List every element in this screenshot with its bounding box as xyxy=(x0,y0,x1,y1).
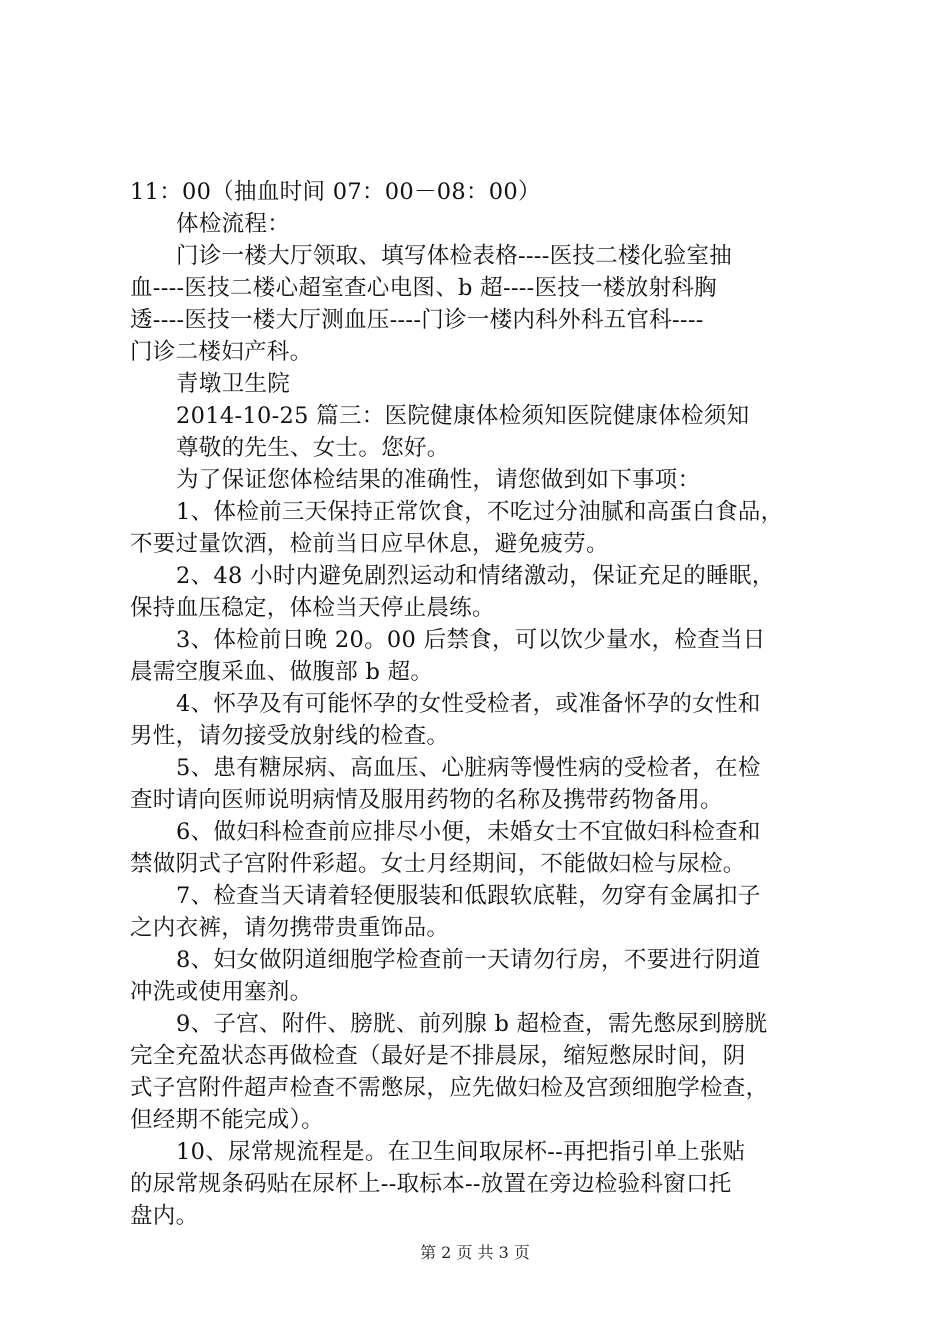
text-line: 6、做妇科检查前应排尽小便，未婚女士不宜做妇科检查和 xyxy=(176,819,761,845)
text-line: 尊敬的先生、女士。您好。 xyxy=(176,435,450,461)
text-line: 为了保证您体检结果的准确性，请您做到如下事项： xyxy=(176,467,701,493)
text-line: 4、怀孕及有可能怀孕的女性受检者，或准备怀孕的女性和 xyxy=(176,691,761,717)
text-line: 3、体检前日晚 20。00 后禁食，可以饮少量水，检查当日 xyxy=(176,627,766,653)
page-footer: 第 2 页 共 3 页 xyxy=(420,1243,530,1262)
text-line: 8、妇女做阴道细胞学检查前一天请勿行房，不要进行阴道 xyxy=(176,947,761,973)
text-line: 门诊二楼妇产科。 xyxy=(130,339,313,365)
text-line: 2014-10-25 篇三：医院健康体检须知医院健康体检须知 xyxy=(176,403,750,429)
document-body xyxy=(130,176,830,1232)
text-line: 5、患有糖尿病、高血压、心脏病等慢性病的受检者，在检 xyxy=(176,755,761,781)
text-line: 禁做阴式子宫附件彩超。女士月经期间，不能做妇检与尿检。 xyxy=(130,851,746,877)
text-line: 门诊一楼大厅领取、填写体检表格----医技二楼化验室抽 xyxy=(176,243,733,269)
text-line: 晨需空腹采血、做腹部 b 超。 xyxy=(130,659,434,685)
text-line: 式子宫附件超声检查不需憋尿，应先做妇检及宫颈细胞学检查， xyxy=(130,1075,769,1101)
text-line: 10、尿常规流程是。在卫生间取尿杯--再把指引单上张贴 xyxy=(176,1139,746,1165)
text-line: 1、体检前三天保持正常饮食，不吃过分油腻和高蛋白食品， xyxy=(176,499,784,525)
text-line: 透----医技一楼大厅测血压----门诊一楼内科外科五官科---- xyxy=(130,307,704,333)
text-line: 不要过量饮酒，检前当日应早休息，避免疲劳。 xyxy=(130,531,609,557)
text-line: 11：00（抽血时间 07：00－08：00） xyxy=(130,179,541,205)
text-line: 体检流程： xyxy=(176,211,291,237)
text-line: 男性，请勿接受放射线的检查。 xyxy=(130,723,450,749)
text-line: 保持血压稳定，体检当天停止晨练。 xyxy=(130,595,495,621)
text-line: 的尿常规条码贴在尿杯上--取标本--放置在旁边检验科窗口托 xyxy=(130,1171,732,1197)
text-line: 9、子宫、附件、膀胱、前列腺 b 超检查，需先憋尿到膀胱 xyxy=(176,1011,768,1037)
text-line: 血----医技二楼心超室查心电图、b 超----医技一楼放射科胸 xyxy=(130,275,717,301)
text-line: 但经期不能完成）。 xyxy=(130,1107,324,1133)
text-line: 之内衣裤，请勿携带贵重饰品。 xyxy=(130,915,450,941)
text-line: 查时请向医师说明病情及服用药物的名称及携带药物备用。 xyxy=(130,787,723,813)
text-line: 7、检查当天请着轻便服装和低跟软底鞋，勿穿有金属扣子 xyxy=(176,883,761,909)
text-line: 冲洗或使用塞剂。 xyxy=(130,979,313,1005)
text-line: 完全充盈状态再做检查（最好是不排晨尿，缩短憋尿时间，阴 xyxy=(130,1043,746,1069)
text-line: 盘内。 xyxy=(130,1203,199,1229)
text-line: 青墩卫生院 xyxy=(176,371,291,397)
text-line: 2、48 小时内避免剧烈运动和情绪激动，保证充足的睡眠， xyxy=(176,563,775,589)
